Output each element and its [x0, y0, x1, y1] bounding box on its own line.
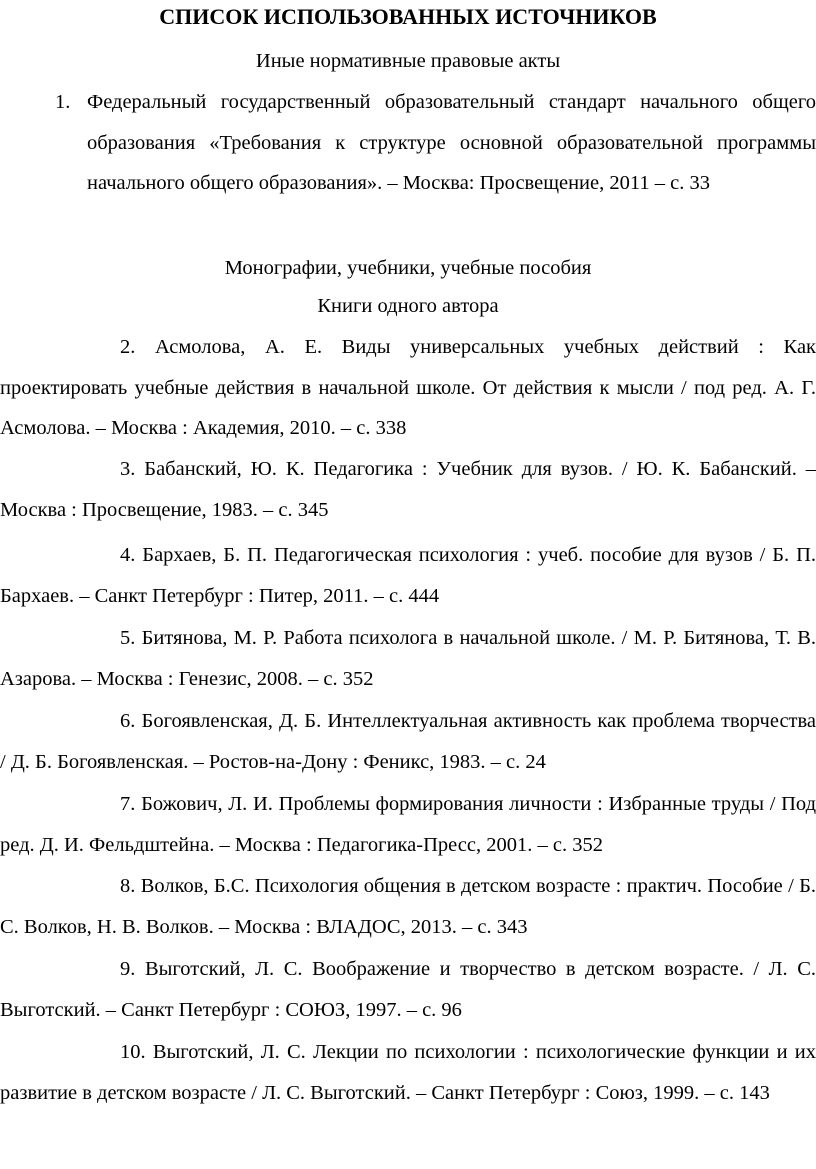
page-title: СПИСОК ИСПОЛЬЗОВАННЫХ ИСТОЧНИКОВ	[159, 4, 657, 29]
reference-number: 10.	[120, 1041, 146, 1063]
reference-entry-7	[0, 784, 816, 865]
reference-text: Битянова, М. Р. Работа психолога в начальной школе. / М. Р. Битянова, Т. В. Азарова. – Москва : Генезис, 2008. – с. 352	[0, 627, 816, 690]
reference-number: 7.	[120, 793, 136, 815]
reference-number: 8.	[120, 875, 136, 897]
section-heading-normative: Иные нормативные правовые акты	[255, 50, 561, 72]
reference-text: Божович, Л. И. Проблемы формирования личности : Избранные труды / Под ред. Д. И. Фельдштейна. – Москва : Педагогика-Пресс, 2001. – с. 352	[0, 793, 816, 856]
section-heading-monographs: Монографии, учебники, учебные пособия	[224, 257, 592, 279]
reference-entry-1	[55, 82, 816, 204]
reference-entry-3	[0, 449, 816, 530]
reference-number: 1.	[55, 91, 71, 113]
reference-text: Федеральный государственный образовательный стандарт начального общего образования «Требования к структуре основной образовательной программы начального общего образования». – Москва: Просвещение, 2011 – с. 33	[87, 91, 816, 194]
reference-text: Богоявленская, Д. Б. Интеллектуальная активность как проблема творчества / Д. Б. Богоявленская. – Ростов-на-Дону : Феникс, 1983. – с. 24	[0, 710, 816, 773]
reference-text: Волков, Б.С. Психология общения в детском возрасте : практич. Пособие / Б. С. Волков, Н. В. Волков. – Москва : ВЛАДОС, 2013. – с. 343	[0, 875, 816, 938]
reference-text: Выготский, Л. С. Воображение и творчество в детском возрасте. / Л. С. Выготский. – Санкт Петербург : СОЮЗ, 1997. – с. 96	[0, 958, 816, 1021]
reference-entry-6	[0, 701, 816, 782]
reference-number: 5.	[120, 627, 136, 649]
reference-number: 4.	[120, 544, 136, 566]
reference-text: Выготский, Л. С. Лекции по психологии : психологические функции и их развитие в детском возрасте / Л. С. Выготский. – Санкт Петербург : Союз, 1999. – с. 143	[0, 1041, 816, 1104]
reference-entry-9	[0, 949, 816, 1030]
reference-entry-5	[0, 618, 816, 699]
reference-number: 2.	[120, 336, 136, 358]
reference-number: 3.	[120, 458, 136, 480]
reference-text: Бархаев, Б. П. Педагогическая психология : учеб. пособие для вузов / Б. П. Бархаев. – Санкт Петербург : Питер, 2011. – с. 444	[0, 544, 816, 607]
reference-text: Асмолова, А. Е. Виды универсальных учебных действий : Как проектировать учебные действия в начальной школе. От действия к мысли / под ред. А. Г. Асмолова. – Москва : Академия, 2010. – с. 338	[0, 336, 816, 439]
reference-text: Бабанский, Ю. К. Педагогика : Учебник для вузов. / Ю. К. Бабанский. – Москва : Просвещение, 1983. – с. 345	[0, 458, 816, 521]
reference-entry-8	[0, 866, 816, 947]
section-heading-single-author: Книги одного автора	[317, 295, 499, 317]
reference-number: 9.	[120, 958, 136, 980]
reference-entry-4	[0, 535, 816, 616]
reference-entry-2	[0, 327, 816, 449]
reference-entry-10	[0, 1032, 816, 1113]
reference-number: 6.	[120, 710, 136, 732]
